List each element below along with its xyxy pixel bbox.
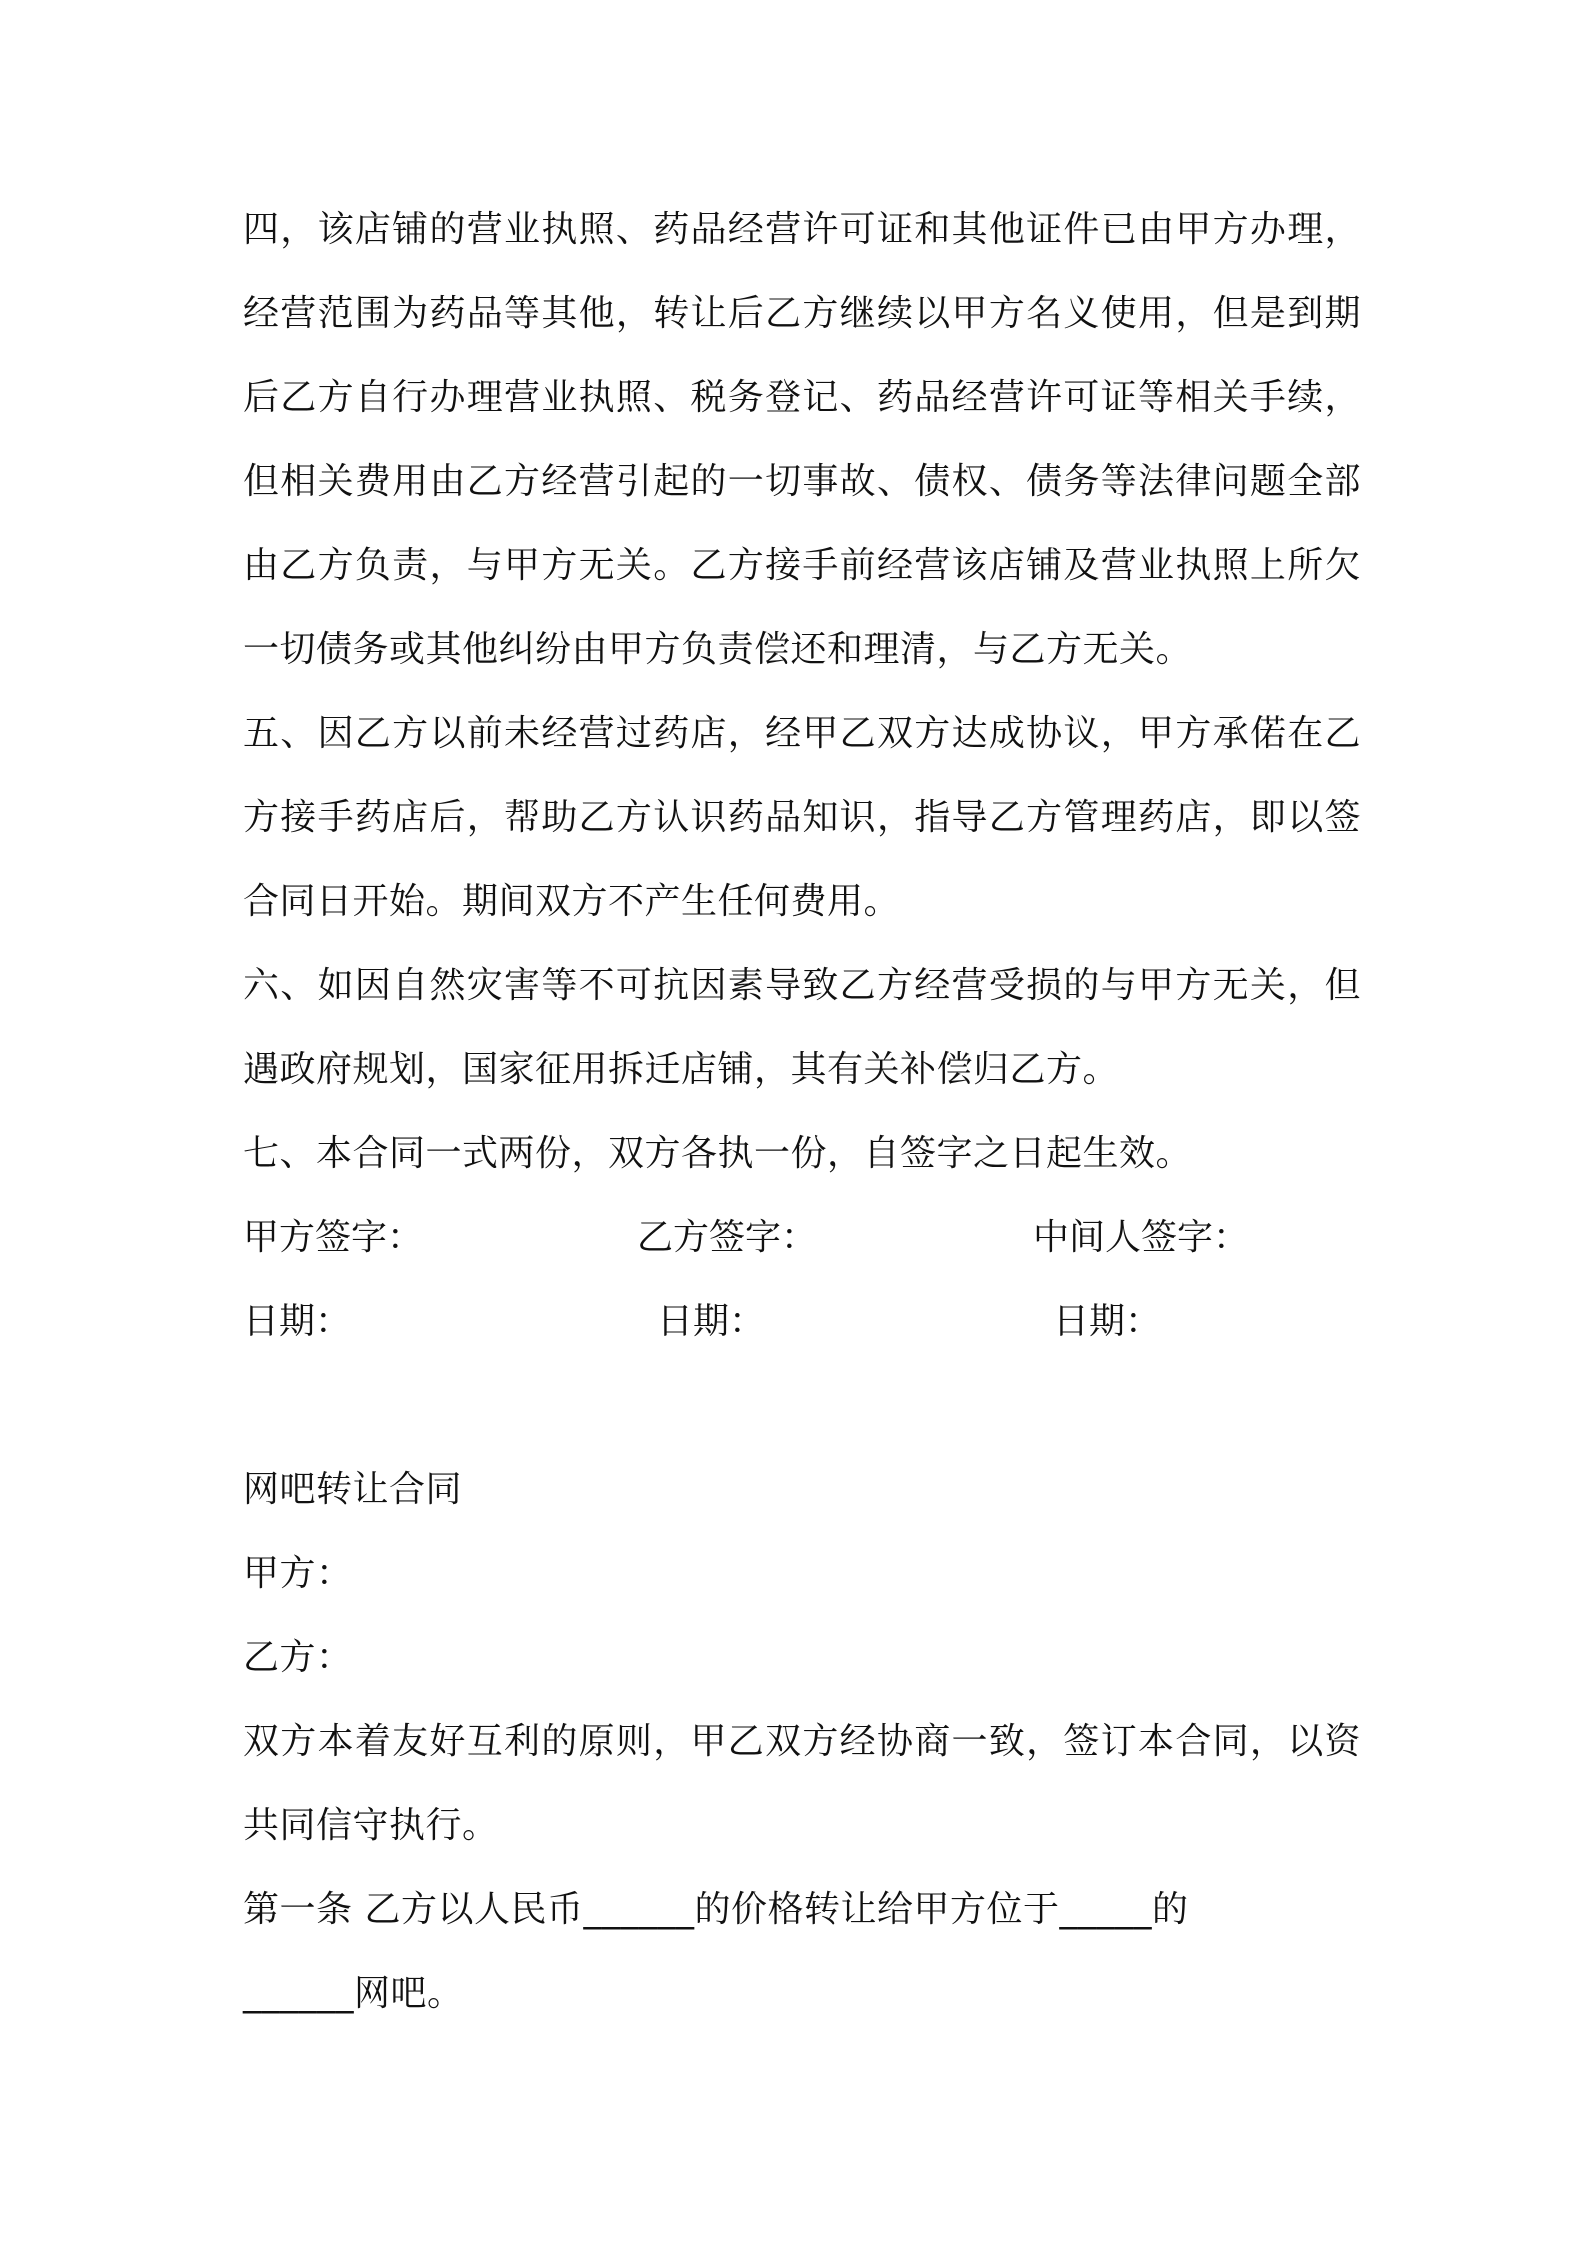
contract-title: 网吧转让合同 <box>243 1469 463 1510</box>
clause4-line-4: 但相关费用由乙方经营引起的一切事故、债权、债务等法律问题全部 <box>243 461 1361 502</box>
preamble-line-1: 双方本着友好互利的原则，甲乙双方经协商一致，签订本合同，以资 <box>243 1721 1361 1762</box>
article1-line-2: ______网吧。 <box>243 1973 464 2014</box>
clause4-line-2: 经营范围为药品等其他，转让后乙方继续以甲方名义使用，但是到期 <box>243 293 1361 334</box>
middleman-signature-label: 中间人签字： <box>1033 1217 1250 1258</box>
clause6-line-1: 六、如因自然灾害等不可抗因素导致乙方经营受损的与甲方无关，但 <box>243 965 1361 1006</box>
article1-line-1: 第一条 乙方以人民币______的价格转让给甲方位于_____的 <box>243 1889 1189 1930</box>
party-a-date-label: 日期： <box>243 1301 352 1342</box>
clause4-line-5: 由乙方负责，与甲方无关。乙方接手前经营该店铺及营业执照上所欠 <box>243 545 1361 586</box>
party-a-label: 甲方： <box>243 1553 353 1594</box>
party-b-date-label: 日期： <box>657 1301 766 1342</box>
clause5-line-2: 方接手药店后，帮助乙方认识药品知识，指导乙方管理药店，即以签 <box>243 797 1361 838</box>
clause5-line-3: 合同日开始。期间双方不产生任何费用。 <box>243 881 901 922</box>
party-b-signature-label: 乙方签字： <box>637 1217 818 1258</box>
clause4-line-3: 后乙方自行办理营业执照、税务登记、药品经营许可证等相关手续， <box>243 377 1361 418</box>
clause4-line-1: 四，该店铺的营业执照、药品经营许可证和其他证件已由甲方办理， <box>243 209 1361 250</box>
middleman-date-label: 日期： <box>1053 1301 1162 1342</box>
party-b-label: 乙方： <box>243 1637 353 1678</box>
clause6-line-2: 遇政府规划，国家征用拆迁店铺，其有关补偿归乙方。 <box>243 1049 1120 1090</box>
clause4-line-6: 一切债务或其他纠纷由甲方负责偿还和理清，与乙方无关。 <box>243 629 1193 670</box>
preamble-line-2: 共同信守执行。 <box>243 1805 499 1846</box>
clause5-line-1: 五、因乙方以前未经营过药店，经甲乙双方达成协议，甲方承偌在乙 <box>243 713 1361 754</box>
clause7: 七、本合同一式两份，双方各执一份，自签字之日起生效。 <box>243 1133 1193 1174</box>
party-a-signature-label: 甲方签字： <box>243 1217 424 1258</box>
